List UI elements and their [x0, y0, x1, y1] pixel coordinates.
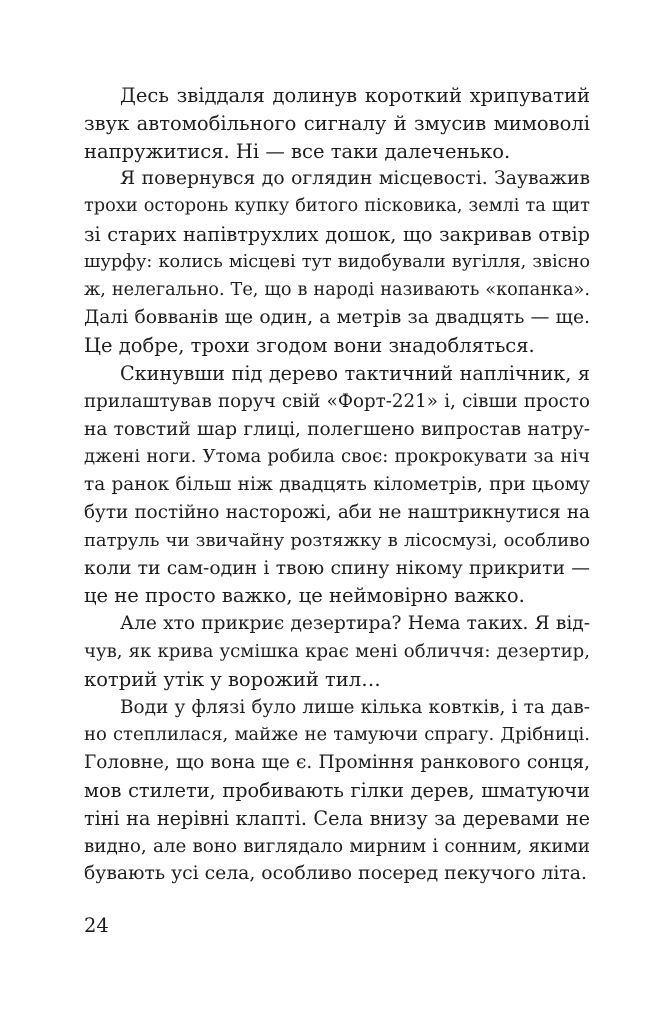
- text-line: звук автомобільного сигналу й змусив мимоволі: [84, 111, 590, 135]
- text-line: трохи осторонь купку битого пісковика, землі та щит: [84, 196, 590, 217]
- text-line: та ранок більш ніж двадцять кілометрів, при цьому: [84, 474, 590, 496]
- text-line: прилаштував поруч свій «Форт-221» і, сівши просто: [84, 390, 590, 412]
- text-line: мов стилети, пробивають гілки дерев, шматуючи: [84, 778, 590, 802]
- paragraph-1: [84, 82, 590, 165]
- text-line: патруль чи звичайну розтяжку в лісосмузі, особливо: [84, 529, 590, 551]
- text-line: чув, як крива усмішка крає мені обличчя: дезертир,: [84, 640, 590, 662]
- text-line: напружитися. Ні — все таки далеченько.: [84, 139, 511, 163]
- paragraph-5: [84, 694, 590, 889]
- text-line: Води у флязі було лише кілька ковтків, і та дав-: [120, 696, 590, 718]
- text-line: Але хто прикриє дезертира? Нема таких. Я від-: [120, 613, 590, 635]
- text-line: Далі бовванів ще один, а метрів за двадцять — ще.: [84, 307, 590, 329]
- paragraph-2: [84, 165, 590, 360]
- text-line: но степлилася, майже не тамуючи спрагу. Дрібниці.: [84, 724, 590, 746]
- text-line: бувають усі села, особливо посеред пекучого літа.: [84, 863, 587, 885]
- text-line: зі старих напівтрухлих дошок, що закривав отвір: [84, 222, 590, 246]
- text-line: Десь звіддаля долинув короткий хрипуватий: [120, 84, 590, 107]
- text-line: Скинувши під дерево тактичний наплічник, я: [120, 361, 590, 385]
- body-text: [84, 82, 590, 888]
- paragraph-3: [84, 360, 590, 610]
- text-line: Це добре, трохи згодом вони знадобляться.: [84, 334, 535, 358]
- text-line: видно, але воно виглядало мирним і сонним, якими: [84, 835, 590, 857]
- text-line: Я повернувся до оглядин місцевості. Зауважив: [120, 168, 590, 190]
- page-number: 24: [84, 914, 109, 937]
- text-line: бути постійно насторожі, аби не наштрикнутися на: [84, 501, 590, 523]
- text-line: шурфу: колись місцеві тут видобували вугілля, звісно: [84, 251, 590, 272]
- text-line: котрий утік у ворожий тил…: [84, 667, 381, 691]
- text-line: ж, нелегально. Те, що в народі називають «копанка».: [84, 279, 590, 300]
- paragraph-4: [84, 610, 590, 693]
- text-line: джені ноги. Утома робила своє: прокрокувати за ніч: [84, 446, 590, 468]
- text-line: на товстий шар глиці, полегшено випростав натру-: [84, 418, 590, 440]
- text-line: тіні на нерівні клапті. Села внизу за деревами не: [84, 806, 590, 830]
- text-line: це не просто важко, це неймовірно важко.: [84, 584, 525, 608]
- text-line: коли ти сам-один і твою спину нікому прикрити —: [84, 557, 590, 579]
- text-line: Головне, що вона ще є. Проміння ранкового сонця,: [84, 752, 590, 774]
